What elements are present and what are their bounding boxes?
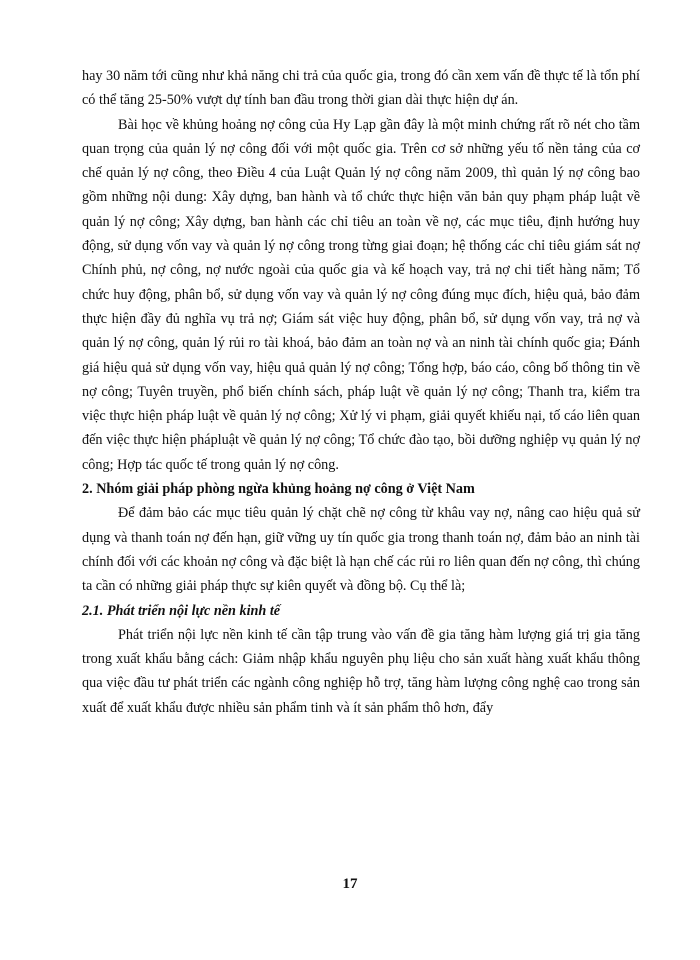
section-heading: 2. Nhóm giải pháp phòng ngừa khủng hoảng nợ công ở Việt Nam	[82, 481, 475, 498]
body-text	[82, 64, 640, 720]
subsection-heading: 2.1. Phát triển nội lực nền kinh tế	[82, 602, 281, 619]
paragraph-internal-strength: Phát triển nội lực nền kinh tế cần tập trung vào vấn đề gia tăng hàm lượng giá trị gia tăng trong xuất khẩu bằng cách: Giảm nhập khẩu nguyên phụ liệu cho sản xuất hàng xuất khẩu thông qua việc đầu tư phát triển các ngành công nghiệp hỗ trợ, tăng hàm lượng công nghệ cao trong sản xuất để xuất khẩu được nhiều sản phẩm tinh và ít sản phẩm thô hơn, đẩy	[82, 626, 640, 716]
paragraph-continuation: hay 30 năm tới cũng như khả năng chi trả của quốc gia, trong đó cần xem vấn đề thực tế là tổn phí có thể tăng 25-50% vượt dự tính ban đầu trong thời gian dài thực hiện dự án.	[82, 68, 640, 109]
paragraph-greek-debt-lesson: Bài học về khủng hoảng nợ công của Hy Lạp gần đây là một minh chứng rất rõ nét cho tầm quan trọng của quản lý nợ công đối với một quốc gia. Trên cơ sở những yếu tố nền tảng của cơ chế quản lý nợ công, theo Điều 4 của Luật Quản lý nợ công năm 2009, thì quản lý nợ công bao gồm những nội dung: Xây dựng, ban hành và tổ chức thực hiện văn bản quy phạm pháp luật về quản lý nợ công; Xây dựng, ban hành các chỉ tiêu an toàn về nợ, các mục tiêu, định hướng huy động, sử dụng vốn vay và quản lý nợ công trong từng giai đoạn; hệ thống các chỉ tiêu giám sát nợ Chính phủ, nợ công, nợ nước ngoài của quốc gia và kế hoạch vay, trả nợ chi tiết hàng năm; Tổ chức huy động, phân bổ, sử dụng vốn vay và quản lý nợ công đúng mục đích, hiệu quả, bảo đảm thực hiện đầy đủ nghĩa vụ trả nợ; Giám sát việc huy động, phân bổ, sử dụng vốn vay, trả nợ và quản lý nợ công, quản lý rủi ro tài khoá, bảo đảm an toàn nợ và an ninh tài chính quốc gia; Đánh giá hiệu quả sử dụng vốn vay, hiệu quả quản lý nợ công; Tổng hợp, báo cáo, công bố thông tin về nợ công; Tuyên truyền, phổ biến chính sách, pháp luật về quản lý nợ công; Thanh tra, kiểm tra việc thực hiện pháp luật về quản lý nợ công; Xử lý vi phạm, giải quyết khiếu nại, tố cáo liên quan đến việc thực hiện phápluật về quản lý nợ công; Tổ chức đào tạo, bồi dưỡng nghiệp vụ quản lý nợ công; Hợp tác quốc tế trong quản lý nợ công.	[82, 116, 640, 473]
page-number: 17	[342, 876, 358, 892]
paragraph-solution-intro: Để đảm bảo các mục tiêu quản lý chặt chẽ nợ công từ khâu vay nợ, nâng cao hiệu quả sử dụng và thanh toán nợ đến hạn, giữ vững uy tín quốc gia trong thanh toán nợ, đảm bảo an ninh tài chính đối với các khoản nợ công và đặc biệt là hạn chế các rủi ro liên quan đến nợ công, thì chúng ta cần có những giải pháp thực sự kiên quyết và đồng bộ. Cụ thể là;	[82, 505, 640, 595]
